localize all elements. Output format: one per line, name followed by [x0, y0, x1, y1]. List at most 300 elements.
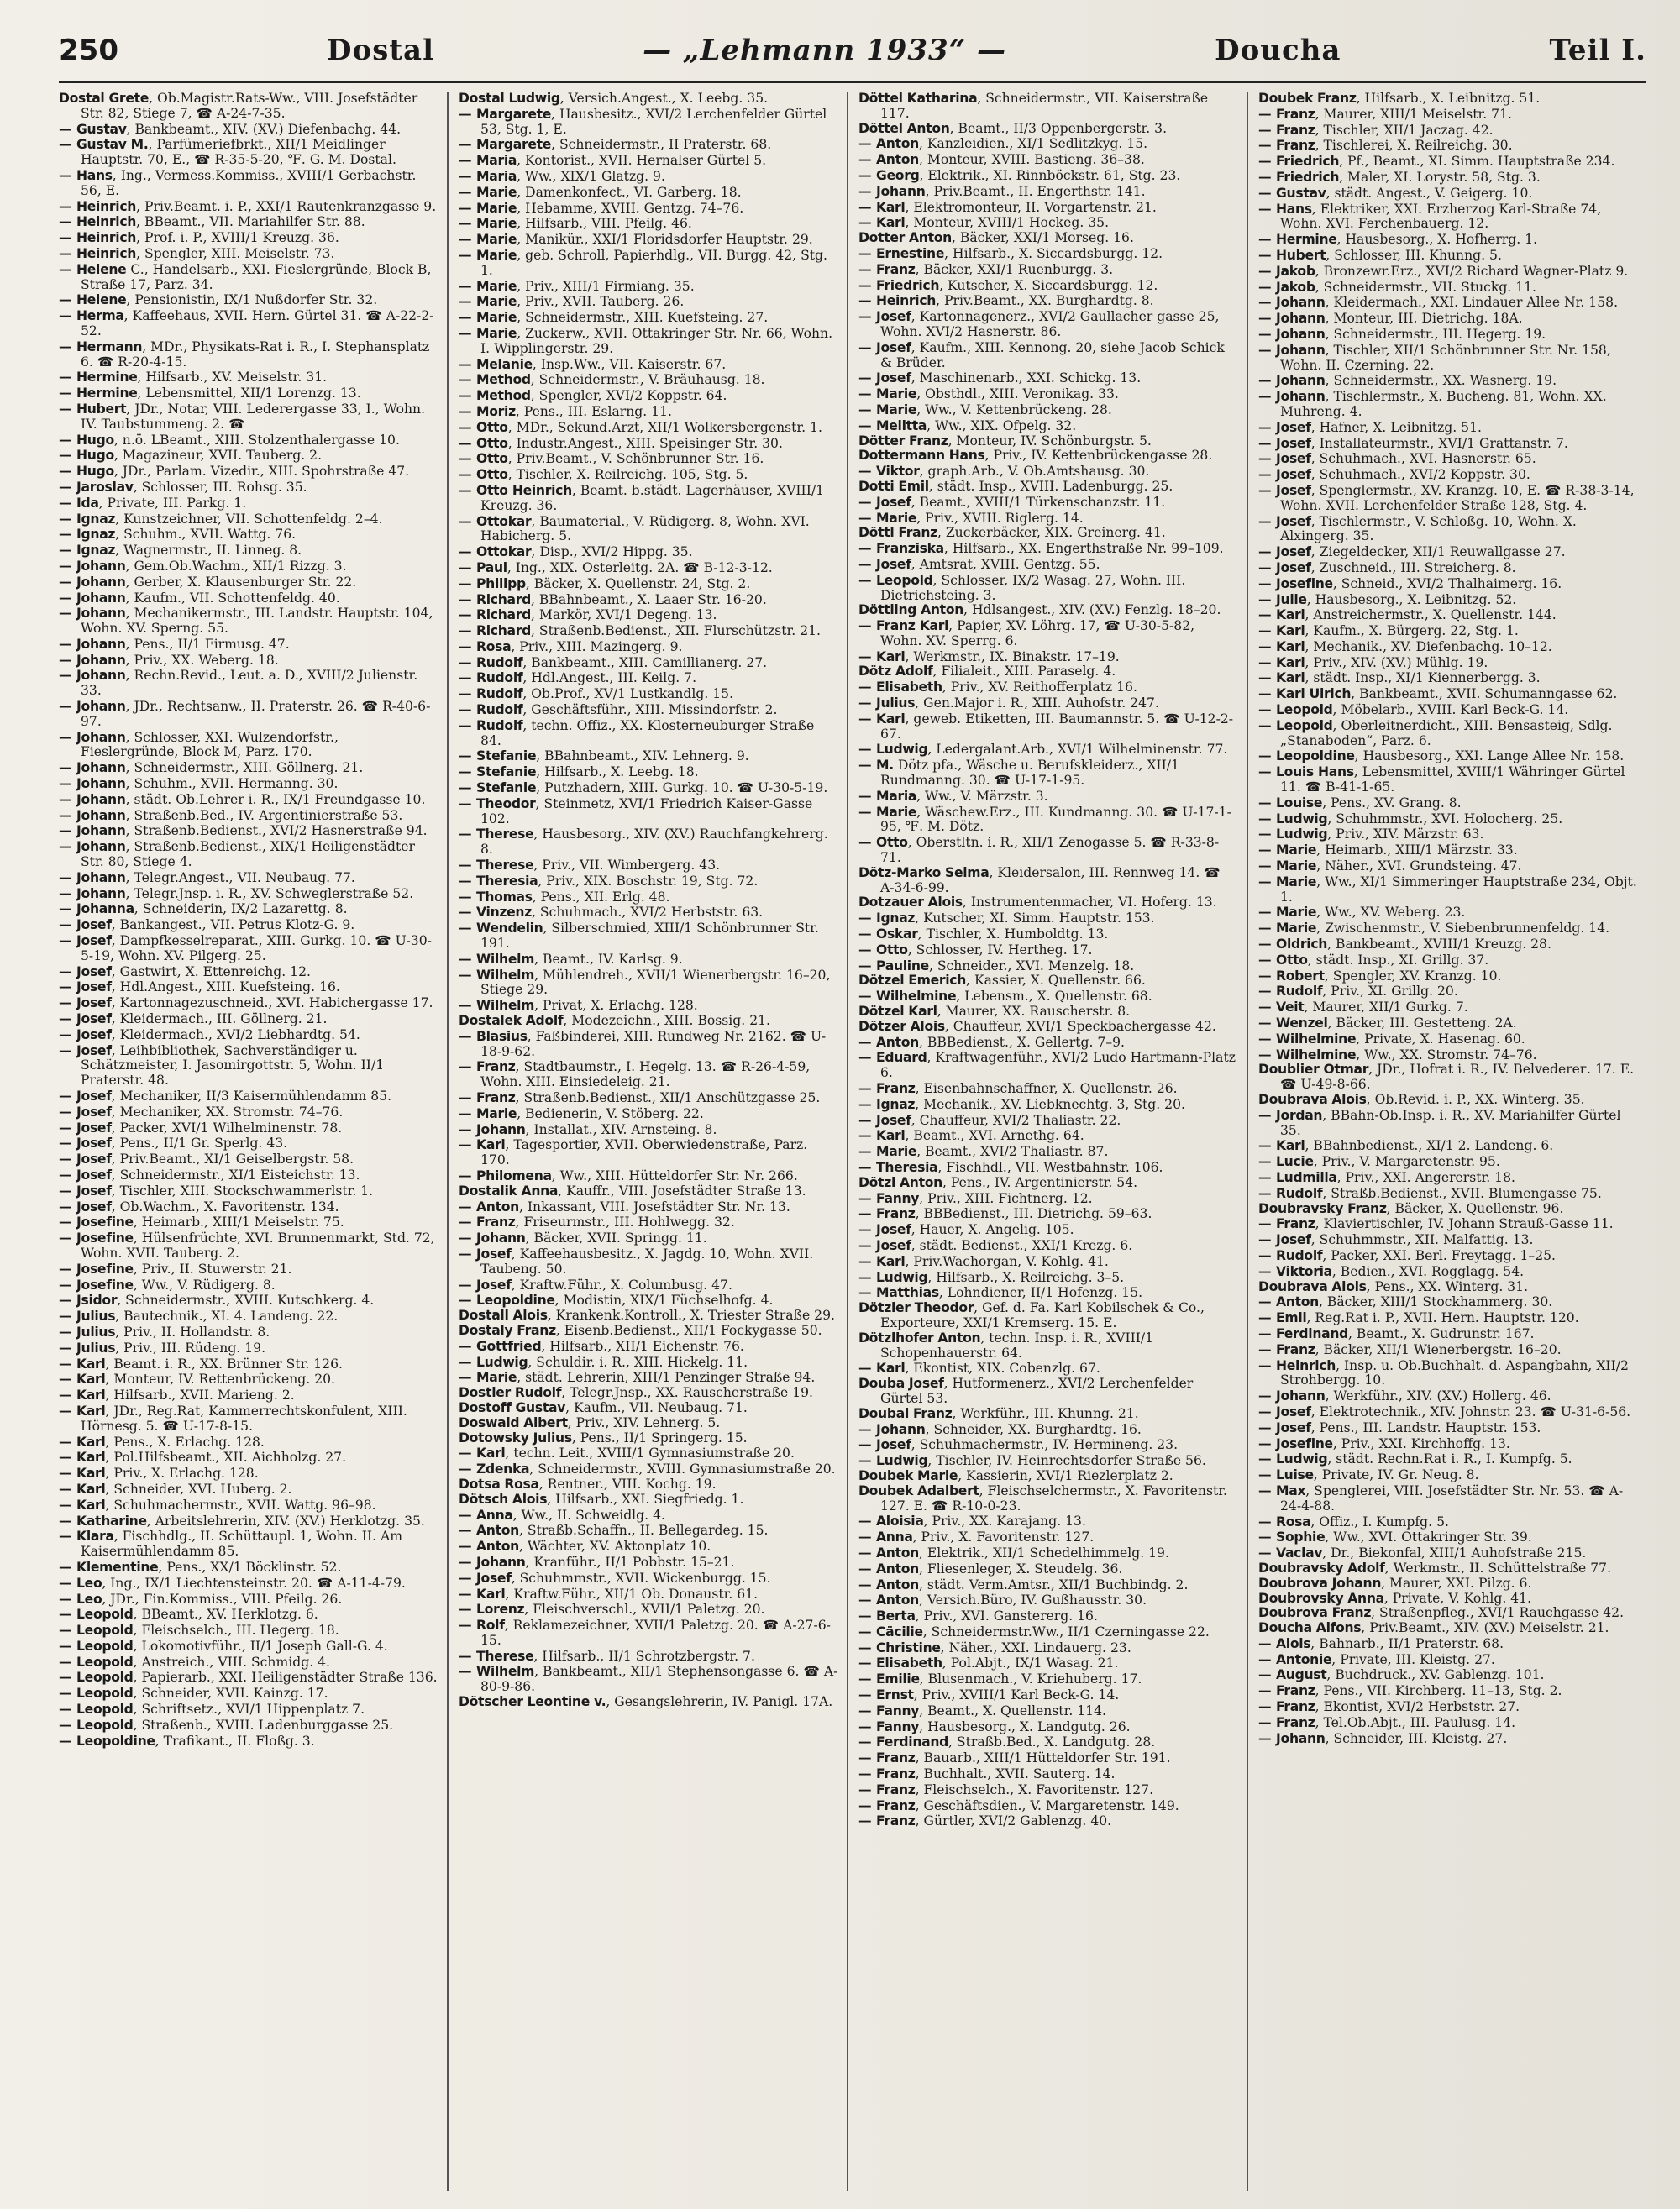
entry-surname: Doubrova: [1258, 1605, 1328, 1621]
entry-details: , Ob.Revid. i. P., XX. Winterg. 35.: [1366, 1092, 1585, 1107]
entry-details: , Spengler, XIII. Meiselstr. 73.: [136, 245, 335, 261]
entry-details: , Priv., XVIII. Riglerg. 14.: [916, 510, 1084, 526]
entry-details: , städt. Insp., XVIII. Ladenburgg. 25.: [928, 478, 1173, 494]
directory-entry: [459, 357, 838, 373]
ditto-dash: —: [459, 1647, 477, 1664]
directory-entry: [1258, 327, 1638, 343]
entry-given-name: Anton: [876, 1561, 919, 1577]
entry-given-name: Karl: [76, 1356, 106, 1372]
ditto-dash: —: [459, 402, 477, 419]
entry-details: , Friseurmstr., III. Hohlwegg. 32.: [515, 1215, 735, 1230]
entry-details: , Bäcker, XII/1 Wienerbergstr. 16–20.: [1315, 1341, 1562, 1357]
entry-details: , Telegr.Angest., VII. Neubaug. 77.: [125, 869, 355, 885]
entry-given-name: Fanny: [876, 1703, 920, 1718]
entry-details: , Pens., XX/1 Böcklinstr. 52.: [158, 1559, 342, 1575]
entry-given-name: Karl: [76, 1450, 106, 1466]
directory-entry: [858, 1160, 1238, 1176]
directory-entry: [858, 1766, 1238, 1782]
directory-entry: [1258, 248, 1638, 264]
ditto-dash: —: [1258, 1168, 1277, 1185]
ditto-dash: —: [858, 1560, 877, 1577]
entry-surname: Doubravsky: [1258, 1560, 1344, 1576]
directory-entry: [858, 402, 1238, 418]
ditto-dash: —: [459, 450, 477, 467]
entry-details: , Pens., XX. Winterg. 31.: [1366, 1278, 1529, 1294]
ditto-dash: —: [1258, 1262, 1277, 1279]
ditto-dash: —: [59, 338, 77, 354]
entry-given-name: Josef: [876, 1237, 911, 1253]
entry-given-name: Hugo: [76, 432, 114, 448]
directory-entry: [1258, 295, 1638, 311]
directory-entry: [459, 483, 838, 514]
entry-details: , Bedien., XVI. Rogglagg. 54.: [1331, 1263, 1525, 1279]
entry-details: , Ekontist, XIX. Cobenzlg. 67.: [905, 1361, 1100, 1377]
entry-details: , BBahnbeamt., X. Laaer Str. 16-20.: [531, 591, 767, 607]
ditto-dash: —: [459, 293, 477, 310]
directory-entry: [459, 655, 838, 671]
entry-given-name: Hans: [1276, 201, 1312, 217]
entry-details: , Fleischselchermstr., X. Favoritenstr. 127. E. ☎ R-10-0-23.: [880, 1482, 1227, 1514]
ditto-dash: —: [858, 941, 877, 958]
entry-given-name: Franz: [876, 1781, 916, 1797]
ditto-dash: —: [858, 1655, 877, 1671]
ditto-dash: —: [59, 244, 77, 261]
ditto-dash: —: [858, 308, 877, 325]
entry-given-name: Otto: [876, 835, 908, 851]
directory-entry: [858, 122, 1238, 137]
entry-details: , Kaufm., VII. Neubaug. 71.: [565, 1399, 748, 1415]
directory-entry: [858, 92, 1238, 122]
entry-given-name: Ernst: [876, 1687, 914, 1703]
directory-entry: [1258, 1483, 1638, 1514]
entry-given-name: Rudolf: [476, 686, 523, 702]
directory-entry: [1258, 905, 1638, 921]
directory-entry: [459, 889, 838, 905]
entry-details: , Spenglermstr., XV. Kranzg. 10, E. ☎ R-38-3-14, Wohn. XVII. Lerchenfelder Straße 128, Stg. 4.: [1280, 482, 1635, 513]
entry-details: , Priv.Beamt., V. Schönbrunner Str. 16.: [507, 451, 764, 467]
ditto-dash: —: [459, 1445, 477, 1461]
entry-given-name: Karl: [76, 1403, 106, 1419]
directory-entry: [858, 1671, 1238, 1687]
entry-details: , Hilfsarb., XV. Meiselstr. 31.: [137, 370, 328, 386]
entry-details: , Priv., V. Margaretenstr. 95.: [1313, 1154, 1500, 1170]
directory-entry: [59, 1450, 438, 1466]
entry-given-name: Ludwig: [1276, 1451, 1328, 1467]
ditto-dash: —: [59, 1512, 77, 1529]
entry-given-name: Josefine: [76, 1230, 134, 1246]
entry-details: Dötz pfa., Wäsche u. Berufskleiderz., XII/1 Rundmanng. 30. ☎ U-17-1-95.: [880, 758, 1179, 789]
entry-given-name: Ottokar: [476, 544, 532, 560]
directory-entry: [59, 1341, 438, 1356]
entry-given-name: Alois: [1331, 1278, 1367, 1294]
entry-given-name: Franz: [898, 525, 937, 541]
entry-given-name: Marie: [876, 510, 917, 526]
ditto-dash: —: [59, 1496, 77, 1513]
entry-given-name: Marie: [476, 278, 517, 294]
ditto-dash: —: [59, 291, 77, 308]
directory-entry: [858, 1331, 1238, 1362]
entry-surname: Doubek: [858, 1467, 914, 1483]
ditto-dash: —: [858, 151, 877, 168]
ditto-dash: —: [459, 888, 477, 905]
entry-surname: Doubravsky: [1258, 1200, 1344, 1216]
entry-details: , Straßenb.Bedienst., XII/1 Anschützgasse 25.: [515, 1090, 821, 1105]
directory-entry: [59, 1734, 438, 1750]
entry-given-name: Franz: [1276, 1216, 1315, 1232]
directory-entry: [1258, 1420, 1638, 1436]
entry-given-name: Karl: [876, 1253, 906, 1269]
ditto-dash: —: [858, 834, 877, 851]
ditto-dash: —: [459, 1553, 477, 1570]
entry-given-name: Karl: [1276, 607, 1305, 623]
ditto-dash: —: [459, 638, 477, 654]
ditto-dash: —: [59, 994, 77, 1011]
entry-details: , städt. Lehrerin, XIII/1 Penzinger Straße 94.: [517, 1370, 816, 1386]
entry-given-name: Alfons: [1315, 1620, 1362, 1636]
ditto-dash: —: [1258, 481, 1277, 498]
directory-entry: [59, 933, 438, 964]
page-number: 250: [59, 34, 118, 67]
entry-given-name: Rudolf: [476, 670, 523, 686]
entry-details: , MDr., Physikats-Rat i. R., I. Stephansplatz 6. ☎ R-20-4-15.: [81, 338, 430, 370]
directory-entry: [59, 901, 438, 917]
entry-given-name: Paul: [476, 559, 507, 575]
directory-entry: [59, 1686, 438, 1702]
directory-entry: [858, 573, 1238, 604]
ditto-dash: —: [1258, 372, 1277, 389]
entry-details: , Beamt., X. Gudrunstr. 167.: [1348, 1325, 1535, 1341]
entry-details: , Schuhmach., XVI. Hasnerstr. 65.: [1310, 451, 1536, 467]
ditto-dash: —: [59, 1088, 77, 1104]
entry-given-name: Antonie: [1276, 1651, 1332, 1667]
entry-given-name: Anton: [876, 1577, 919, 1592]
directory-entry: [1258, 264, 1638, 280]
directory-entry: [459, 1168, 838, 1184]
entry-details: , Schneidermstr., VII. Stuckg. 11.: [1315, 279, 1537, 295]
entry-given-name: Heinrich: [76, 230, 137, 246]
directory-entry: [59, 668, 438, 699]
directory-entry: [1258, 420, 1638, 436]
ditto-dash: —: [459, 559, 477, 575]
entry-details: , Hdl.Angest., XIII. Kuefsteing. 16.: [111, 979, 340, 995]
entry-details: , Silberschmied, XIII/1 Schönbrunner Str. 191.: [480, 921, 819, 952]
entry-details: , Manikür., XXI/1 Floridsdorfer Hauptstr. 29.: [517, 232, 813, 248]
directory-entry: [858, 1176, 1238, 1191]
entry-surname: Dötzl: [858, 1174, 896, 1190]
directory-entry: [59, 1404, 438, 1435]
entry-details: , Pens., XII. Erlg. 48.: [532, 889, 670, 905]
directory-entry: [858, 1144, 1238, 1160]
entry-details: , Ww., XVI. Ottakringer Str. 39.: [1325, 1530, 1532, 1545]
ditto-dash: —: [59, 260, 77, 277]
entry-details: , Geschäftsführ., XIII. Missindorfstr. 2.: [522, 702, 778, 718]
entry-details: , techn. Leit., XVIII/1 Gymnasiumstraße 20.: [505, 1446, 795, 1461]
entry-given-name: Ferdinand: [1276, 1325, 1349, 1341]
entry-surname: Dotter: [858, 230, 906, 246]
directory-entry: [59, 137, 438, 168]
entry-given-name: Josef: [1276, 1232, 1311, 1248]
entry-details: , Tischler, XIII. Stockschwammerlstr. 1.: [111, 1183, 374, 1199]
directory-entry: [858, 1469, 1238, 1484]
ditto-dash: —: [459, 481, 477, 498]
entry-details: , Tischlerei, X. Reilreichg. 30.: [1315, 138, 1513, 154]
entry-given-name: Johann: [76, 869, 126, 885]
entry-details: , Schneidermstr., III. Hegerg. 19.: [1325, 326, 1546, 342]
entry-surname: Dostalek: [459, 1013, 522, 1029]
directory-entry: [1258, 1202, 1638, 1217]
ditto-dash: —: [459, 434, 477, 451]
directory-entry: [59, 168, 438, 199]
directory-entry: [59, 1011, 438, 1027]
entry-details: , Stadtbaumstr., I. Hegelg. 13. ☎ R-26-4-59, Wohn. XIII. Einsiedeleig. 21.: [480, 1059, 811, 1090]
entry-details: , JDr., Rechtsanw., II. Praterstr. 26. ☎ R-40-6-97.: [81, 699, 431, 729]
entry-details: , Bankbeamt., XVII. Schumanngasse 62.: [1351, 686, 1618, 702]
ditto-dash: —: [59, 728, 77, 745]
ditto-dash: —: [59, 510, 77, 527]
directory-entry: [459, 514, 838, 545]
entry-given-name: Ottokar: [476, 513, 532, 529]
ditto-dash: —: [858, 214, 877, 231]
entry-details: , Gürtler, XVI/2 Gablenzg. 40.: [915, 1813, 1112, 1829]
directory-entry: [1258, 1031, 1638, 1047]
directory-entry: [459, 153, 838, 169]
ditto-dash: —: [1258, 310, 1277, 327]
ditto-dash: —: [1258, 559, 1277, 575]
entry-given-name: Anton: [909, 230, 952, 246]
entry-given-name: Josefine: [76, 1261, 134, 1277]
ditto-dash: —: [459, 1089, 477, 1105]
ditto-dash: —: [459, 1292, 477, 1309]
directory-entry: [1258, 748, 1638, 764]
entry-details: , Schneidermstr.Ww., II/1 Czerningasse 22.: [922, 1624, 1210, 1640]
entry-details: , Gesangslehrerin, IV. Panigl. 17A.: [606, 1694, 833, 1710]
directory-entry: [1258, 607, 1638, 623]
entry-given-name: Marie: [876, 804, 917, 820]
directory-entry: [858, 1270, 1238, 1286]
entry-details: , Lohndiener, II/1 Hofenzg. 15.: [938, 1285, 1143, 1301]
entry-details: , Lokomotivführ., II/1 Joseph Gall-G. 4.: [133, 1638, 388, 1654]
entry-details: , Pens., VII. Kirchberg. 11–13, Stg. 2.: [1315, 1683, 1562, 1699]
directory-entry: [1258, 544, 1638, 560]
ditto-dash: —: [858, 1158, 877, 1175]
ditto-dash: —: [1258, 1030, 1277, 1047]
directory-entry: [459, 1339, 838, 1355]
directory-entry: [59, 370, 438, 386]
entry-given-name: Marie: [876, 401, 917, 417]
directory-entry: [1258, 451, 1638, 467]
entry-surname: Dötter: [858, 433, 906, 449]
ditto-dash: —: [858, 370, 877, 386]
ditto-dash: —: [1258, 653, 1277, 670]
entry-given-name: Leopold: [876, 572, 933, 588]
ditto-dash: —: [459, 418, 477, 435]
directory-entry: [59, 1152, 438, 1167]
entry-given-name: Adolf: [1347, 1560, 1385, 1576]
entry-given-name: Leopold: [76, 1623, 134, 1639]
entry-given-name: Marie: [476, 232, 517, 248]
directory-entry: [59, 1466, 438, 1482]
directory-entry: [59, 559, 438, 575]
entry-given-name: Zdenka: [476, 1461, 530, 1477]
ditto-dash: —: [858, 648, 877, 664]
column-4: [1247, 92, 1646, 2191]
ditto-dash: —: [459, 1104, 477, 1121]
ditto-dash: —: [858, 1513, 877, 1530]
entry-details: , Ww., XIII. Hütteldorfer Str. Nr. 266.: [551, 1167, 798, 1183]
entry-details: , Werkführ., XIV. (XV.) Hollerg. 46.: [1325, 1388, 1551, 1404]
entry-details: , JDr., Notar, VIII. Lederergasse 33, I., Wohn. IV. Taubstummeng. 2. ☎: [81, 401, 426, 432]
directory-entry: [459, 544, 838, 560]
entry-details: , Pens., II/1 Firmusg. 47.: [125, 636, 290, 652]
directory-entry: [459, 372, 838, 388]
directory-entry: [459, 748, 838, 764]
entry-given-name: Gustav: [1276, 185, 1326, 201]
ditto-dash: —: [858, 1143, 877, 1160]
entry-details: , Tischler, X. Humboldtg. 13.: [917, 926, 1109, 942]
entry-given-name: Franz: [1317, 92, 1357, 106]
entry-given-name: Josef: [876, 1222, 911, 1238]
entry-details: , Zuschneid., III. Streicherg. 8.: [1310, 559, 1516, 575]
entry-given-name: Josef: [76, 963, 112, 979]
entry-given-name: Leopold: [76, 1670, 134, 1686]
directory-entry: [459, 1386, 838, 1401]
directory-entry: [1258, 592, 1638, 608]
directory-entry: [1258, 968, 1638, 984]
entry-details: , Markör, XVI/1 Degeng. 13.: [531, 607, 717, 623]
directory-entry: [459, 639, 838, 655]
directory-entry: [1258, 576, 1638, 592]
ditto-dash: —: [1258, 184, 1277, 201]
directory-entry: [59, 496, 438, 512]
entry-given-name: Christine: [876, 1640, 941, 1655]
entry-details: , städt. Insp., XI/1 Kiennerbergg. 3.: [1305, 670, 1541, 686]
entry-given-name: Wilhelmine: [876, 989, 957, 1005]
directory-entry: [59, 964, 438, 980]
directory-entry: [59, 1560, 438, 1576]
entry-surname: Dostall: [459, 1308, 509, 1324]
entry-details: , Pol.Hilfsbeamt., XII. Aichholzg. 27.: [105, 1450, 347, 1466]
entry-details: , Tischler, X. Reilreichg. 105, Stg. 5.: [507, 467, 748, 483]
ditto-dash: —: [59, 1465, 77, 1482]
ditto-dash: —: [459, 716, 477, 733]
ditto-dash: —: [59, 979, 77, 995]
entry-given-name: Ignaz: [76, 527, 116, 543]
entry-details: , Damenkonfect., VI. Garberg. 18.: [517, 184, 742, 200]
directory-entry: [858, 649, 1238, 665]
ditto-dash: —: [459, 1136, 477, 1153]
entry-details: , Werkmstr., II. Schüttelstraße 77.: [1384, 1560, 1612, 1576]
entry-given-name: Rolf: [476, 1618, 505, 1634]
directory-entry: [1258, 1715, 1638, 1731]
directory-entry: [858, 835, 1238, 866]
ditto-dash: —: [858, 910, 877, 926]
entry-details: , Ob.Prof., XV/1 Lustkandlg. 15.: [522, 686, 734, 702]
ditto-dash: —: [858, 463, 877, 480]
ditto-dash: —: [1258, 1634, 1277, 1651]
entry-given-name: Stefanie: [476, 748, 537, 764]
ditto-dash: —: [858, 1360, 877, 1377]
entry-given-name: Thomas: [476, 889, 533, 905]
entry-details: , Tischler, XII/1 Jaczag. 42.: [1315, 122, 1494, 138]
directory-entry: [1258, 1248, 1638, 1264]
entry-details: , Priv.Beamt., II. Engerthstr. 141.: [925, 183, 1146, 199]
ditto-dash: —: [459, 1369, 477, 1386]
ditto-dash: —: [59, 775, 77, 792]
entry-given-name: Julius: [76, 1324, 116, 1340]
entry-given-name: Ludwig: [476, 1354, 528, 1370]
entry-details: , Buchhalt., XVII. Sauterg. 14.: [915, 1766, 1116, 1782]
entry-details: , Maurer, XIII/1 Meiselstr. 71.: [1315, 106, 1512, 122]
ditto-dash: —: [858, 1576, 877, 1592]
directory-entry: [858, 711, 1238, 742]
entry-details: , Tischlermstr., X. Bucheng. 81, Wohn. XX. Muhreng. 4.: [1280, 389, 1607, 419]
entry-given-name: Leopold: [76, 1638, 134, 1654]
directory-entry: [459, 451, 838, 467]
entry-details: , geweb. Etiketten, III. Baumannstr. 5. ☎ U-12-2-67.: [880, 711, 1234, 742]
entry-given-name: Otto: [876, 942, 908, 958]
entry-given-name: Otto: [476, 435, 508, 451]
ditto-dash: —: [459, 1198, 477, 1215]
entry-details: , Priv.Beamt., XX. Burghardtg. 8.: [936, 293, 1154, 309]
ditto-dash: —: [1258, 450, 1277, 467]
directory-entry: [59, 1498, 438, 1514]
entry-surname: Döttel: [858, 120, 903, 136]
entry-details: , Kontorist., XVII. Hernalser Gürtel 5.: [517, 153, 767, 169]
directory-entry: [1258, 389, 1638, 420]
entry-details: , Pensionistin, IX/1 Nußdorfer Str. 32.: [126, 292, 378, 308]
ditto-dash: —: [59, 431, 77, 448]
ditto-dash: —: [459, 669, 477, 686]
left-running-head: Dostal: [327, 34, 435, 67]
entry-details: , Prof. i. P., XVIII/1 Kreuzg. 36.: [136, 230, 339, 246]
entry-details: , Pens., X. Erlachg. 128.: [105, 1434, 265, 1450]
entry-given-name: Ida: [76, 495, 99, 511]
entry-details: , Schneidermstr., XI/1 Eisteichstr. 13.: [111, 1167, 360, 1183]
entry-surname: Doswald: [459, 1414, 520, 1430]
entry-given-name: Josef: [476, 1277, 512, 1293]
ditto-dash: —: [1258, 606, 1277, 623]
entry-given-name: Richard: [476, 623, 532, 639]
directory-entry: [1258, 826, 1638, 842]
directory-entry: [1258, 1138, 1638, 1154]
directory-entry: [459, 1493, 838, 1508]
ditto-dash: —: [858, 757, 877, 774]
ditto-dash: —: [858, 417, 877, 433]
ditto-dash: —: [59, 1433, 77, 1450]
directory-entry: [59, 590, 438, 606]
ditto-dash: —: [858, 292, 877, 309]
ditto-dash: —: [459, 997, 477, 1014]
directory-entry: [858, 789, 1238, 805]
directory-entry: [858, 926, 1238, 942]
directory-entry: [459, 796, 838, 827]
directory-entry: [858, 184, 1238, 200]
directory-entry: [1258, 655, 1638, 671]
directory-entry: [459, 1184, 838, 1199]
entry-details: , Industr.Angest., XIII. Speisinger Str. 30.: [507, 435, 783, 451]
directory-entry: [858, 541, 1238, 557]
entry-given-name: Leopoldine: [76, 1733, 155, 1749]
directory-entry: [1258, 1342, 1638, 1358]
entry-given-name: Josef: [1276, 435, 1311, 451]
directory-columns: [59, 92, 1646, 2191]
directory-entry: [1258, 343, 1638, 374]
entry-given-name: Rudolf: [1276, 984, 1323, 1000]
entry-details: , Ob.Wachm., X. Favoritenstr. 134.: [111, 1199, 339, 1215]
ditto-dash: —: [1258, 1666, 1277, 1683]
directory-entry: [1258, 1326, 1638, 1342]
entry-details: , Reklamezeichner, XVII/1 Paletzg. 20. ☎ A-27-6-15.: [480, 1618, 831, 1648]
